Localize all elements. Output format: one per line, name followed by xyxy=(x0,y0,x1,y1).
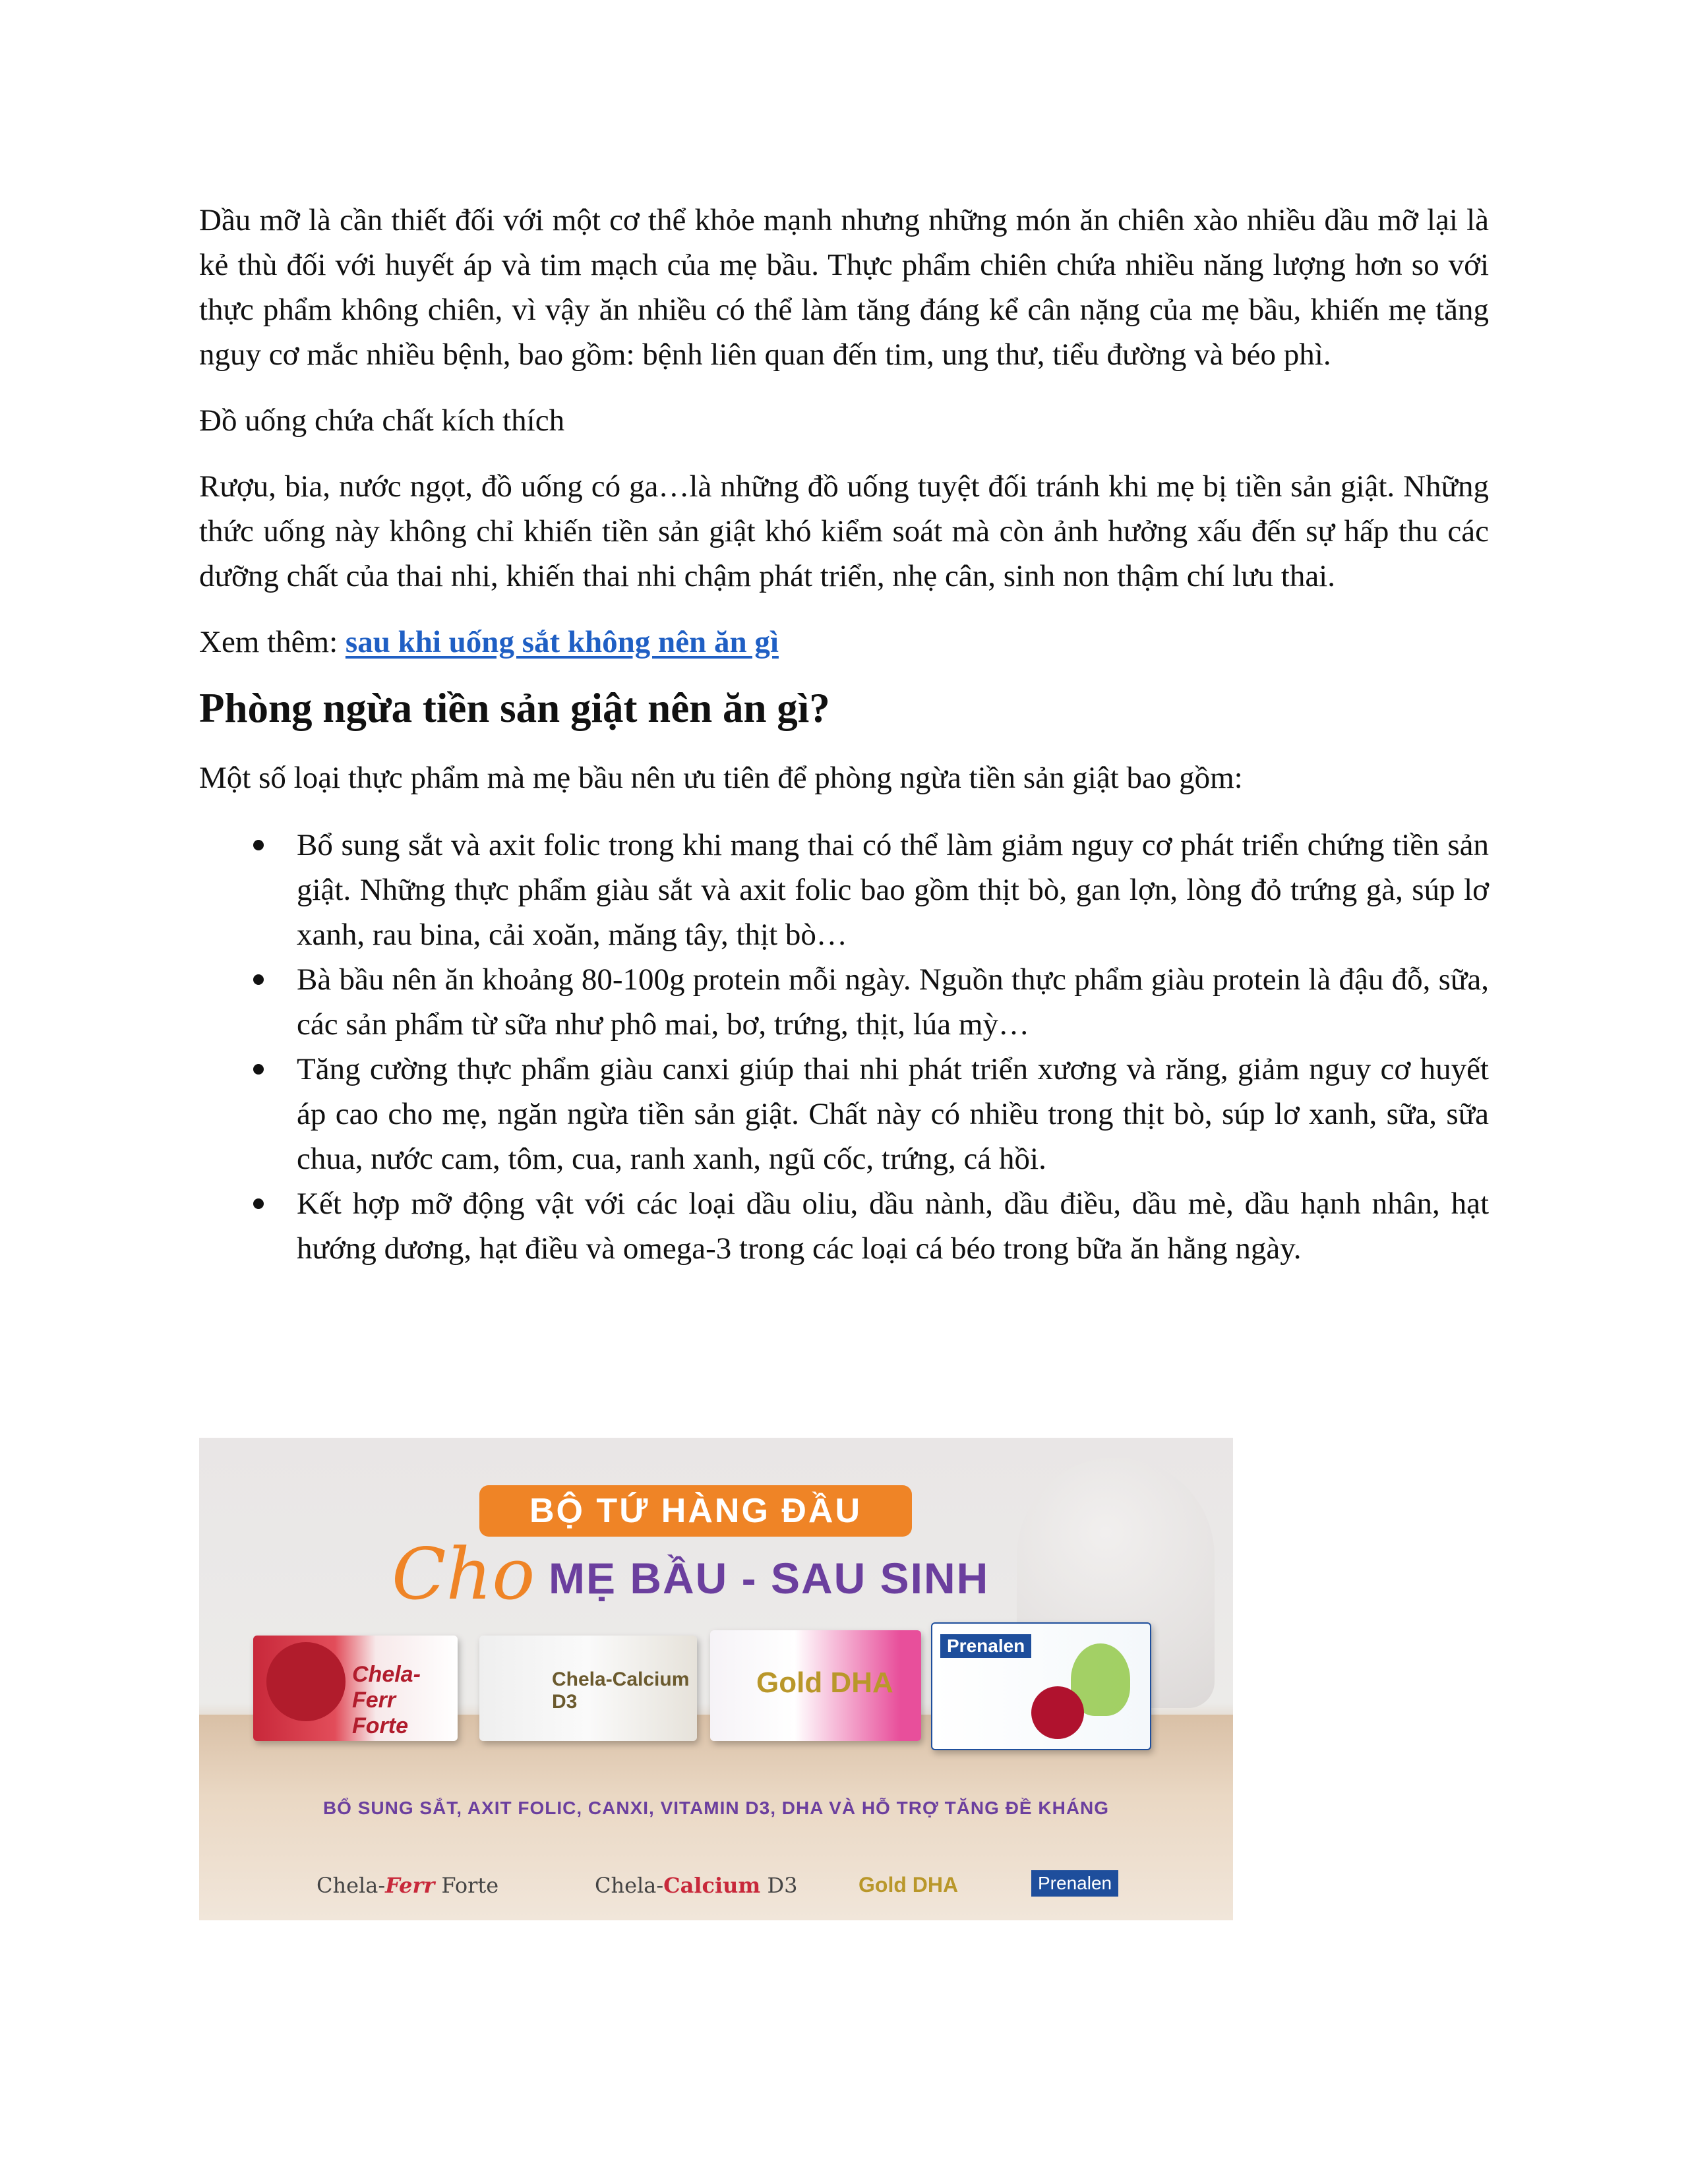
brand-logo-chela-calcium xyxy=(595,1873,797,1898)
section-heading: Phòng ngừa tiền sản giật nên ăn gì? xyxy=(199,685,830,731)
product-box-prenalen xyxy=(931,1622,1151,1750)
paragraph-stimulant-drinks: Rượu, bia, nước ngọt, đồ uống có ga…là những đồ uống tuyệt đối tránh khi mẹ bị tiền sản giật. Những thức uống này không chỉ khiến tiền sản giật khó kiểm soát mà còn ảnh hưởng xấu đến sự hấp thu các dưỡng chất của thai nhi, khiến thai nhi chậm phát triển, nhẹ cân, sinh non thậm chí lưu thai. xyxy=(199,469,1489,593)
product-box-label: Chela-Ferr Forte xyxy=(352,1662,421,1738)
product-box-label: Chela-Calcium D3 xyxy=(552,1668,690,1713)
bullet-icon xyxy=(253,1064,264,1075)
brand-text-bold: Calcium xyxy=(663,1873,761,1898)
paragraph-fried-food: Dầu mỡ là cần thiết đối với một cơ thể khỏe mạnh nhưng những món ăn chiên xào nhiều dầu mỡ lại là kẻ thù đối với huyết áp và tim mạch của mẹ bầu. Thực phẩm chiên chứa nhiều năng lượng hơn so với thực phẩm không chiên, vì vậy ăn nhiều có thể làm tăng đáng kể cân nặng của mẹ bầu, khiến mẹ tăng nguy cơ mắc nhiều bệnh, bao gồm: bệnh liên quan đến tim, ung thư, tiểu đường và béo phì. xyxy=(199,203,1489,372)
berry-graphic xyxy=(1031,1686,1084,1739)
product-box-label: Prenalen xyxy=(940,1634,1031,1658)
product-box-gold-dha xyxy=(710,1630,921,1741)
banner-headline: MẸ BẦU - SAU SINH xyxy=(549,1554,990,1603)
banner-cho-script: Cho xyxy=(392,1533,535,1616)
brand-text: D3 xyxy=(760,1873,798,1898)
list-item-text: Bổ sung sắt và axit folic trong khi mang thai có thể làm giảm nguy cơ phát triển chứng tiền sản giật. Những thực phẩm giàu sắt và axit folic bao gồm thịt bò, gan lợn, lòng đỏ trứng gà, súp lơ xanh, rau bina, cải xoăn, măng tây, thịt bò… xyxy=(297,828,1489,952)
list-item xyxy=(199,957,1489,1047)
brand-text-bold: Ferr xyxy=(385,1873,435,1898)
banner-subtitle: BỔ SUNG SẮT, AXIT FOLIC, CANXI, VITAMIN D3, DHA VÀ HỖ TRỢ TĂNG ĐỀ KHÁNG xyxy=(322,1798,1110,1818)
product-box-label: Gold DHA xyxy=(756,1667,893,1699)
see-also-link[interactable]: sau khi uống sắt không nên ăn gì xyxy=(345,625,779,659)
brand-logo-gold-dha: Gold DHA xyxy=(859,1873,959,1897)
brand-text: Chela- xyxy=(316,1873,386,1898)
paragraph-stimulant-drinks-title: Đồ uống chứa chất kích thích xyxy=(199,403,565,438)
see-also xyxy=(199,620,1489,664)
bullet-icon xyxy=(253,840,264,850)
see-also-prefix: Xem thêm: xyxy=(199,625,346,659)
bullet-icon xyxy=(253,1198,264,1209)
brand-text: Chela- xyxy=(595,1873,664,1898)
red-circle-graphic xyxy=(266,1642,346,1721)
list-item xyxy=(199,823,1489,957)
list-item xyxy=(199,1181,1489,1271)
list-item-text: Tăng cường thực phẩm giàu canxi giúp thai nhi phát triển xương và răng, giảm nguy cơ huyết áp cao cho mẹ, ngăn ngừa tiền sản giật. Chất này có nhiều trong thịt bò, súp lơ xanh, sữa, sữa chua, nước cam, tôm, cua, ranh xanh, ngũ cốc, trứng, cá hồi. xyxy=(297,1052,1489,1176)
section-intro: Một số loại thực phẩm mà mẹ bầu nên ưu tiên để phòng ngừa tiền sản giật bao gồm: xyxy=(199,761,1243,795)
brand-text: Forte xyxy=(435,1873,499,1898)
product-box-chela-calcium xyxy=(479,1636,697,1741)
promo-banner-image xyxy=(199,1438,1233,1920)
brand-logo-chela-ferr xyxy=(316,1873,498,1898)
brand-logo-prenalen: Prenalen xyxy=(1031,1870,1118,1897)
document-body xyxy=(199,198,1489,1271)
product-box-chela-ferr xyxy=(253,1636,458,1741)
list-item-text: Bà bầu nên ăn khoảng 80-100g protein mỗi ngày. Nguồn thực phẩm giàu protein là đậu đỗ, sữa, các sản phẩm từ sữa như phô mai, bơ, trứng, thịt, lúa mỳ… xyxy=(297,962,1489,1042)
list-item xyxy=(199,1047,1489,1181)
bullet-icon xyxy=(253,974,264,985)
food-list xyxy=(199,823,1489,1271)
banner-pill-title: BỘ TỨ HÀNG ĐẦU xyxy=(479,1485,912,1537)
list-item-text: Kết hợp mỡ động vật với các loại dầu oliu, dầu nành, dầu điều, dầu mè, dầu hạnh nhân, hạt hướng dương, hạt điều và omega-3 trong các loại cá béo trong bữa ăn hằng ngày. xyxy=(297,1187,1489,1266)
